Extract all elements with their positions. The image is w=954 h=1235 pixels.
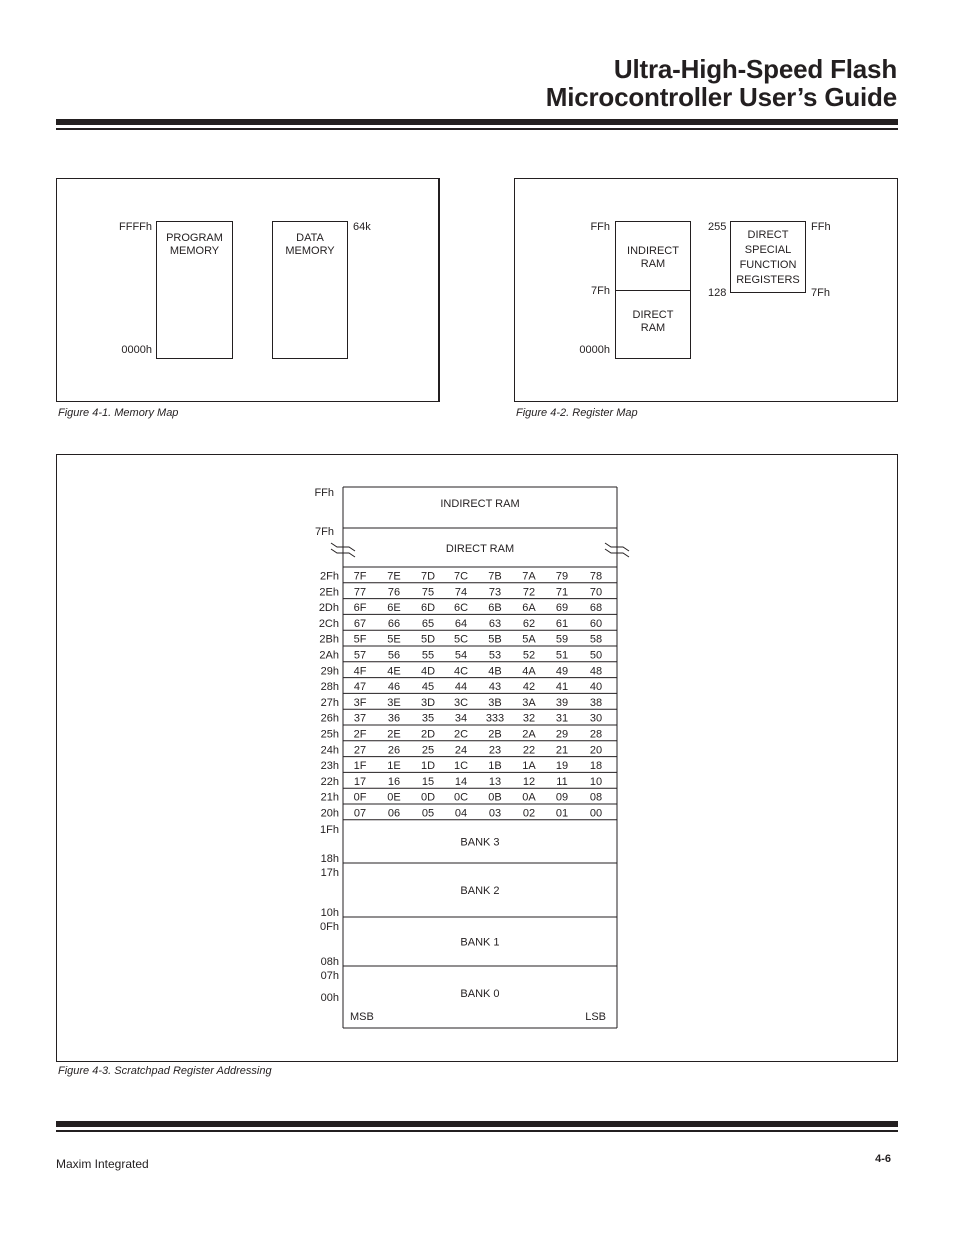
bit-address: 53 [488,649,502,662]
fig2-right-top: FFh [811,221,831,233]
row-byte-address: 23h [320,760,339,773]
bit-address: 7A [522,570,536,583]
row-byte-address: 25h [320,728,339,741]
bit-address: 6E [387,602,401,615]
bit-address: 3B [488,696,502,709]
program-memory-label: PROGRAM MEMORY [166,232,223,257]
bit-address: 7E [387,570,401,583]
fig2-right-bottom: 7Fh [811,287,830,299]
bit-address: 70 [589,586,603,599]
row-byte-address: 2Ah [319,649,339,662]
bit-address: 47 [353,681,367,694]
row-byte-address: 20h [320,807,339,820]
footer-company: Maxim Integrated [56,1157,149,1171]
bit-address: 49 [555,665,569,678]
bit-address: 38 [589,696,603,709]
bit-address: 0E [387,791,401,804]
bit-address: 4A [522,665,536,678]
bit-address: 6D [420,602,436,615]
lsb-label: LSB [585,1011,606,1023]
bit-address: 4E [387,665,401,678]
bit-address: 67 [353,617,367,630]
bit-address: 0C [453,791,469,804]
fig2-left-top: FFh [590,221,610,233]
bit-address: 50 [589,649,603,662]
bit-address: 19 [555,760,569,773]
bit-address: 76 [387,586,401,599]
figure-4-2-caption: Figure 4-2. Register Map [516,407,638,419]
bit-address: 59 [555,633,569,646]
bit-address: 40 [589,681,603,694]
bank-top-address: 17h [320,867,339,879]
bit-address: 25 [421,744,435,757]
bit-address: 6B [488,602,502,615]
row-byte-address: 2Fh [320,570,339,583]
bit-address: 48 [589,665,603,678]
bit-address: 44 [454,681,468,694]
bank-label: BANK 3 [460,836,500,849]
bank-bottom-address: 18h [320,853,339,865]
bit-address: 7B [488,570,502,583]
bit-address: 34 [454,712,468,725]
title-line-2: Microcontroller User’s Guide [545,82,897,112]
row-byte-address: 27h [320,696,339,709]
bit-address: 4F [353,665,367,678]
bit-address: 1C [453,760,469,773]
indirect-ram-label: INDIRECT RAM [627,245,679,270]
bit-address: 4B [488,665,502,678]
ffh-label: FFh [314,487,334,499]
sfr-label: DIRECT SPECIAL FUNCTION REGISTERS [736,229,800,286]
bit-address: 2E [387,728,401,741]
fig2-left-bottom: 0000h [579,344,610,356]
bit-address: 3F [353,696,367,709]
bit-address: 65 [421,617,435,630]
bit-address: 3C [453,696,469,709]
footer-rule-thick [56,1121,898,1127]
bit-address: 0A [522,791,536,804]
bank-bottom-address: 08h [320,956,339,968]
bit-address: 1B [488,760,502,773]
bit-address: 15 [421,775,435,788]
row-byte-address: 28h [320,681,339,694]
bit-address: 78 [589,570,603,583]
fig2-left-mid: 7Fh [591,285,610,297]
title-line-1: Ultra-High-Speed Flash [613,54,897,84]
row-byte-address: 2Dh [318,602,339,615]
bit-address: 05 [421,807,435,820]
bit-address: 32 [522,712,536,725]
direct-ram-label: DIRECT RAM [632,309,674,334]
row-byte-address: 2Bh [319,633,339,646]
fig2-mid-bottom: 128 [708,287,727,299]
bit-address: 60 [589,617,603,630]
bit-address: 27 [353,744,367,757]
bit-address: 6C [453,602,469,615]
row-byte-address: 26h [320,712,339,725]
bit-address: 7F [353,570,367,583]
bit-address: 16 [387,775,401,788]
bit-address: 5E [387,633,401,646]
bit-address: 75 [421,586,435,599]
bank-top-address: 0Fh [320,921,339,933]
direct-ram-label: DIRECT RAM [445,543,515,555]
bit-address: 1F [353,760,367,773]
bank-top-address: 1Fh [320,823,339,836]
bit-address: 54 [454,649,468,662]
bit-address: 35 [421,712,435,725]
bank-label: BANK 1 [460,936,500,949]
bit-address: 1E [387,760,401,773]
bit-address: 30 [589,712,603,725]
bit-address: 07 [353,807,367,820]
bit-address: 28 [589,728,603,741]
bit-address: 68 [589,602,603,615]
bit-address: 04 [454,807,468,820]
bit-address: 63 [488,617,502,630]
row-byte-address: 2Eh [319,586,339,599]
bit-address: 18 [589,760,603,773]
row-byte-address: 22h [320,775,339,788]
bit-address: 7C [453,570,469,583]
bit-address: 45 [421,681,435,694]
bit-address: 4D [420,665,436,678]
bit-address: 6F [353,602,367,615]
bit-address: 02 [522,807,536,820]
row-byte-address: 2Ch [318,617,339,630]
bit-address: 10 [589,775,603,788]
row-byte-address: 29h [320,665,339,678]
bit-address: 01 [555,807,569,820]
bit-address: 1D [420,760,436,773]
fig1-top-address: FFFFh [119,221,152,233]
msb-label: MSB [350,1011,374,1023]
bit-address: 2F [353,728,367,741]
bit-address: 72 [522,586,536,599]
bit-address: 5B [488,633,502,646]
bit-address: 3A [522,696,536,709]
bit-address: 31 [555,712,569,725]
bank-bottom-address: 00h [320,992,339,1004]
bit-address: 51 [555,649,569,662]
bit-address: 6A [522,602,536,615]
bit-address: 46 [387,681,401,694]
bit-address: 09 [555,791,569,804]
bank-label: BANK 2 [460,885,500,897]
bit-address: 43 [488,681,502,694]
bit-address: 20 [589,744,603,757]
bit-address: 61 [555,617,569,630]
bit-address: 5C [453,633,469,646]
bit-address: 0F [353,791,367,804]
bit-address: 17 [353,775,367,788]
bit-address: 5F [353,633,367,646]
indirect-ram-label: INDIRECT RAM [440,498,520,510]
bit-address: 0B [488,791,502,804]
bit-address: 52 [522,649,536,662]
bit-address: 2B [488,728,502,741]
bank-label: BANK 0 [460,988,500,1000]
bit-address: 26 [387,744,401,757]
bit-address: 29 [555,728,569,741]
bit-address: 2A [522,728,536,741]
bit-address: 55 [421,649,435,662]
fig1-bottom-address: 0000h [121,344,152,356]
bit-address: 12 [522,775,536,788]
bit-address: 41 [555,681,569,694]
bit-address: 71 [555,586,569,599]
bit-address: 7D [420,570,436,583]
bit-address: 69 [555,602,569,615]
bit-address: 74 [454,586,468,599]
bit-address: 58 [589,633,603,646]
figure-4-1-caption: Figure 4-1. Memory Map [58,407,179,419]
bit-address: 5D [420,633,436,646]
bit-address: 03 [488,807,502,820]
bit-address: 64 [454,617,468,630]
bit-address: 62 [522,617,536,630]
bit-address: 00 [589,807,603,820]
bit-address: 56 [387,649,401,662]
bit-address: 08 [589,791,603,804]
bit-address: 13 [488,775,502,788]
bit-address: 79 [555,570,569,583]
figure-4-3-caption: Figure 4-3. Scratchpad Register Addressing [58,1065,272,1077]
bit-address: 333 [485,712,505,725]
bit-address: 42 [522,681,536,694]
bit-address: 23 [488,744,502,757]
bit-address: 22 [522,744,536,757]
bit-address: 66 [387,617,401,630]
bank-top-address: 07h [320,970,339,982]
footer-page-number: 4-6 [875,1153,891,1165]
bit-address: 3E [387,696,401,709]
bit-address: 73 [488,586,502,599]
bit-address: 1A [522,760,536,773]
footer-rule-thin [56,1130,898,1132]
fig2-mid-top: 255 [708,221,727,233]
row-byte-address: 24h [320,744,339,757]
bit-address: 21 [555,744,569,757]
bit-address: 24 [454,744,468,757]
data-memory-label: DATA MEMORY [285,232,335,257]
row-byte-address: 21h [320,791,339,804]
bit-address: 2D [420,728,436,741]
bit-address: 77 [353,586,367,599]
bit-address: 2C [453,728,469,741]
7fh-label: 7Fh [315,526,334,538]
bit-address: 0D [420,791,436,804]
bit-address: 11 [556,775,568,788]
fig1-size-label: 64k [353,221,371,233]
bit-address: 4C [453,665,469,678]
bit-address: 36 [387,712,401,725]
bit-address: 3D [420,696,436,709]
bit-address: 37 [353,712,367,725]
bit-address: 57 [353,649,367,662]
bit-address: 5A [522,633,536,646]
bank-bottom-address: 10h [320,907,339,919]
bit-address: 14 [454,775,468,788]
bit-address: 39 [555,696,569,709]
bit-address: 06 [387,807,401,820]
